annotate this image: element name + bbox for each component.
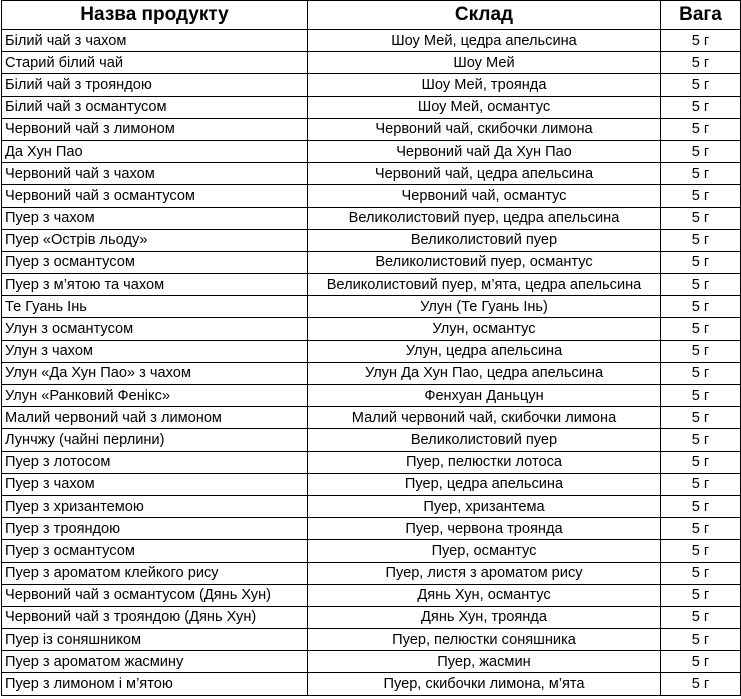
composition-cell: Великолистовий пуер, османтус	[308, 251, 661, 273]
table-row	[2, 584, 741, 606]
composition-cell: Пуер, жасмин	[308, 651, 661, 673]
product-name-cell: Улун «Ранковий Фенікс»	[2, 385, 308, 407]
weight-cell: 5 г	[661, 340, 741, 362]
product-name-cell: Пуер з ароматом клейкого рису	[2, 562, 308, 584]
weight-cell: 5 г	[661, 540, 741, 562]
table-row	[2, 651, 741, 673]
weight-cell: 5 г	[661, 118, 741, 140]
table-row	[2, 251, 741, 273]
composition-cell: Улун, цедра апельсина	[308, 340, 661, 362]
product-name-cell: Червоний чай з чахом	[2, 163, 308, 185]
table-row	[2, 52, 741, 74]
product-name-cell: Червоний чай з османтусом (Дянь Хун)	[2, 584, 308, 606]
table-row	[2, 74, 741, 96]
product-name-cell: Улун з османтусом	[2, 318, 308, 340]
weight-cell: 5 г	[661, 274, 741, 296]
composition-cell: Пуер, цедра апельсина	[308, 473, 661, 495]
composition-cell: Червоний чай, цедра апельсина	[308, 163, 661, 185]
product-name-cell: Пуер із соняшником	[2, 629, 308, 651]
composition-cell: Пуер, листя з ароматом рису	[308, 562, 661, 584]
product-name-cell: Пуер з лимоном і м’ятою	[2, 673, 308, 695]
table-row	[2, 274, 741, 296]
product-name-cell: Пуер з чахом	[2, 473, 308, 495]
table-row	[2, 673, 741, 695]
table-row	[2, 207, 741, 229]
weight-cell: 5 г	[661, 451, 741, 473]
composition-cell: Пуер, червона троянда	[308, 518, 661, 540]
weight-cell: 5 г	[661, 673, 741, 695]
weight-cell: 5 г	[661, 562, 741, 584]
product-name-cell: Пуер з ароматом жасмину	[2, 651, 308, 673]
table-row	[2, 429, 741, 451]
table-row	[2, 140, 741, 162]
product-name-cell: Улун «Да Хун Пао» з чахом	[2, 362, 308, 384]
product-table	[1, 0, 741, 696]
weight-cell: 5 г	[661, 473, 741, 495]
product-name-cell: Білий чай з трояндою	[2, 74, 308, 96]
product-name-cell: Пуер з лотосом	[2, 451, 308, 473]
weight-cell: 5 г	[661, 495, 741, 517]
table-row	[2, 163, 741, 185]
table-row	[2, 407, 741, 429]
weight-cell: 5 г	[661, 429, 741, 451]
weight-cell: 5 г	[661, 651, 741, 673]
composition-cell: Великолистовий пуер, цедра апельсина	[308, 207, 661, 229]
weight-cell: 5 г	[661, 385, 741, 407]
weight-cell: 5 г	[661, 407, 741, 429]
product-name-cell: Червоний чай з трояндою (Дянь Хун)	[2, 606, 308, 628]
product-name-cell: Пуер з хризантемою	[2, 495, 308, 517]
composition-cell: Дянь Хун, троянда	[308, 606, 661, 628]
table-row	[2, 562, 741, 584]
composition-cell: Фенхуан Даньцун	[308, 385, 661, 407]
weight-cell: 5 г	[661, 296, 741, 318]
product-name-cell: Червоний чай з османтусом	[2, 185, 308, 207]
weight-cell: 5 г	[661, 74, 741, 96]
composition-cell: Шоу Мей, османтус	[308, 96, 661, 118]
weight-cell: 5 г	[661, 96, 741, 118]
composition-cell: Червоний чай, скибочки лимона	[308, 118, 661, 140]
header-name: Назва продукту	[2, 1, 308, 30]
table-row	[2, 518, 741, 540]
weight-cell: 5 г	[661, 52, 741, 74]
table-row	[2, 495, 741, 517]
composition-cell: Малий червоний чай, скибочки лимона	[308, 407, 661, 429]
weight-cell: 5 г	[661, 606, 741, 628]
composition-cell: Пуер, пелюстки лотоса	[308, 451, 661, 473]
weight-cell: 5 г	[661, 30, 741, 52]
composition-cell: Червоний чай Да Хун Пао	[308, 140, 661, 162]
table-row	[2, 540, 741, 562]
table-body	[2, 30, 741, 696]
product-name-cell: Старий білий чай	[2, 52, 308, 74]
weight-cell: 5 г	[661, 251, 741, 273]
table-row	[2, 362, 741, 384]
composition-cell: Дянь Хун, османтус	[308, 584, 661, 606]
product-name-cell: Пуер з трояндою	[2, 518, 308, 540]
product-name-cell: Те Гуань Інь	[2, 296, 308, 318]
composition-cell: Улун (Те Гуань Інь)	[308, 296, 661, 318]
composition-cell: Великолистовий пуер	[308, 429, 661, 451]
composition-cell: Великолистовий пуер, м’ята, цедра апельсина	[308, 274, 661, 296]
table-row	[2, 451, 741, 473]
header-row	[2, 1, 741, 30]
composition-cell: Шоу Мей, цедра апельсина	[308, 30, 661, 52]
product-name-cell: Білий чай з чахом	[2, 30, 308, 52]
header-composition: Склад	[308, 1, 661, 30]
composition-cell: Пуер, скибочки лимона, м’ята	[308, 673, 661, 695]
table-row	[2, 340, 741, 362]
composition-cell: Шоу Мей	[308, 52, 661, 74]
weight-cell: 5 г	[661, 140, 741, 162]
product-name-cell: Пуер «Острів льоду»	[2, 229, 308, 251]
weight-cell: 5 г	[661, 207, 741, 229]
table-row	[2, 185, 741, 207]
product-name-cell: Білий чай з османтусом	[2, 96, 308, 118]
product-name-cell: Малий червоний чай з лимоном	[2, 407, 308, 429]
composition-cell: Пуер, хризантема	[308, 495, 661, 517]
composition-cell: Улун Да Хун Пао, цедра апельсина	[308, 362, 661, 384]
product-name-cell: Пуер з чахом	[2, 207, 308, 229]
table-row	[2, 96, 741, 118]
weight-cell: 5 г	[661, 518, 741, 540]
composition-cell: Великолистовий пуер	[308, 229, 661, 251]
product-name-cell: Улун з чахом	[2, 340, 308, 362]
product-name-cell: Пуер з османтусом	[2, 251, 308, 273]
table-row	[2, 30, 741, 52]
weight-cell: 5 г	[661, 163, 741, 185]
weight-cell: 5 г	[661, 629, 741, 651]
product-name-cell: Да Хун Пао	[2, 140, 308, 162]
composition-cell: Червоний чай, османтус	[308, 185, 661, 207]
table-row	[2, 118, 741, 140]
table-row	[2, 629, 741, 651]
product-name-cell: Пуер з османтусом	[2, 540, 308, 562]
weight-cell: 5 г	[661, 362, 741, 384]
weight-cell: 5 г	[661, 185, 741, 207]
product-name-cell: Пуер з м’ятою та чахом	[2, 274, 308, 296]
weight-cell: 5 г	[661, 318, 741, 340]
weight-cell: 5 г	[661, 584, 741, 606]
table-row	[2, 229, 741, 251]
table-row	[2, 606, 741, 628]
product-name-cell: Червоний чай з лимоном	[2, 118, 308, 140]
composition-cell: Пуер, османтус	[308, 540, 661, 562]
table-row	[2, 385, 741, 407]
composition-cell: Шоу Мей, троянда	[308, 74, 661, 96]
table-row	[2, 296, 741, 318]
product-name-cell: Лунчжу (чайні перлини)	[2, 429, 308, 451]
composition-cell: Улун, османтус	[308, 318, 661, 340]
table-row	[2, 318, 741, 340]
header-weight: Вага	[661, 1, 741, 30]
composition-cell: Пуер, пелюстки соняшника	[308, 629, 661, 651]
weight-cell: 5 г	[661, 229, 741, 251]
table-row	[2, 473, 741, 495]
